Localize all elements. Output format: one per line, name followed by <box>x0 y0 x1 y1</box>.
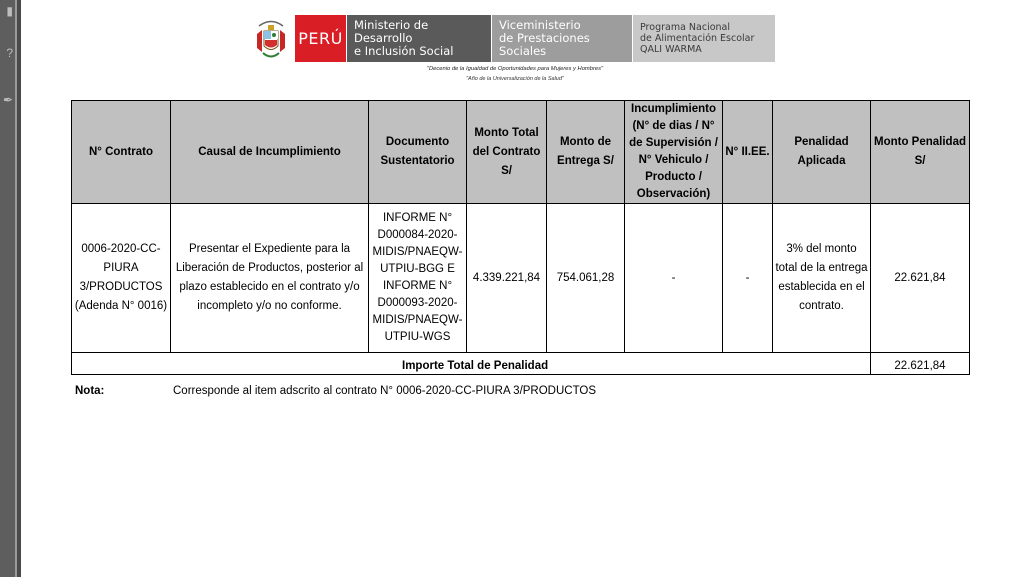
sign-icon[interactable]: ✒ <box>2 93 13 107</box>
logo-program-line1: Programa Nacional <box>640 22 731 33</box>
logo-viceministry <box>492 15 632 62</box>
cell-incumplimiento: - <box>625 204 723 353</box>
table-header-row <box>72 101 970 204</box>
peru-coat-of-arms-icon <box>252 15 290 62</box>
penalty-table <box>71 100 970 375</box>
col-header-monto-total: Monto Total del Contrato S/ <box>467 101 547 204</box>
slogan-year: "Año de la Universalización de la Salud" <box>466 76 564 82</box>
institutional-logo <box>252 15 775 62</box>
slogan-decade: "Decenio de la Igualdad de Oportunidades para Mujeres y Hombres" <box>426 66 604 72</box>
logo-ministry <box>347 15 491 62</box>
cell-n-iiee: - <box>723 204 773 353</box>
cell-monto-total: 4.339.221,84 <box>467 204 547 353</box>
logo-program-line3: QALI WARMA <box>640 44 702 55</box>
col-header-n-iiee: N° II.EE. <box>723 101 773 204</box>
logo-program-line2: de Alimentación Escolar <box>640 33 755 44</box>
logo-vice-line1: Viceministerio <box>499 18 581 32</box>
cell-contrato: 0006-2020-CC-PIURA 3/PRODUCTOS (Adenda N° 0016) <box>72 204 171 353</box>
cell-penalidad: 3% del monto total de la entrega establecida en el contrato. <box>773 204 871 353</box>
note-label: Nota: <box>75 385 105 397</box>
logo-country-text: PERÚ <box>298 29 343 48</box>
col-header-monto-penalidad: Monto Penalidad S/ <box>871 101 970 204</box>
table-row <box>72 204 970 353</box>
col-header-contrato: N° Contrato <box>72 101 171 204</box>
logo-program <box>633 15 775 62</box>
note-text: Corresponde al item adscrito al contrato N° 0006-2020-CC-PIURA 3/PRODUCTOS <box>173 385 597 397</box>
cell-monto-penalidad: 22.621,84 <box>871 204 970 353</box>
col-header-incumplimiento: Incumplimiento (N° de dias / N° de Supervisión / N° Vehiculo / Producto / Observación) <box>625 101 723 204</box>
help-icon[interactable]: ? <box>6 46 13 60</box>
viewer-side-panel <box>0 0 15 577</box>
col-header-monto-entrega: Monto de Entrega S/ <box>547 101 625 204</box>
col-header-causal: Causal de Incumplimiento <box>171 101 369 204</box>
total-label: Importe Total de Penalidad <box>72 353 871 375</box>
cell-causal: Presentar el Expediente para la Liberación de Productos, posterior al plazo establecido en el contrato y/o incompleto y/o no conforme. <box>171 204 369 353</box>
logo-peru <box>295 15 346 62</box>
page-icon[interactable]: ▮ <box>6 4 13 18</box>
cell-monto-entrega: 754.061,28 <box>547 204 625 353</box>
cell-documento: INFORME N° D000084-2020-MIDIS/PNAEQW-UTPIU-BGG E INFORME N° D000093-2020-MIDIS/PNAEQW-UTPIU-WGS <box>369 204 467 353</box>
col-header-penalidad: Penalidad Aplicada <box>773 101 871 204</box>
col-header-documento: Documento Sustentatorio <box>369 101 467 204</box>
logo-ministry-line2: e Inclusión Social <box>354 44 454 58</box>
logo-vice-line2: de Prestaciones Sociales <box>499 31 590 58</box>
logo-ministry-line1: Ministerio de Desarrollo <box>354 18 429 45</box>
total-value: 22.621,84 <box>871 353 970 375</box>
total-row <box>72 353 970 375</box>
